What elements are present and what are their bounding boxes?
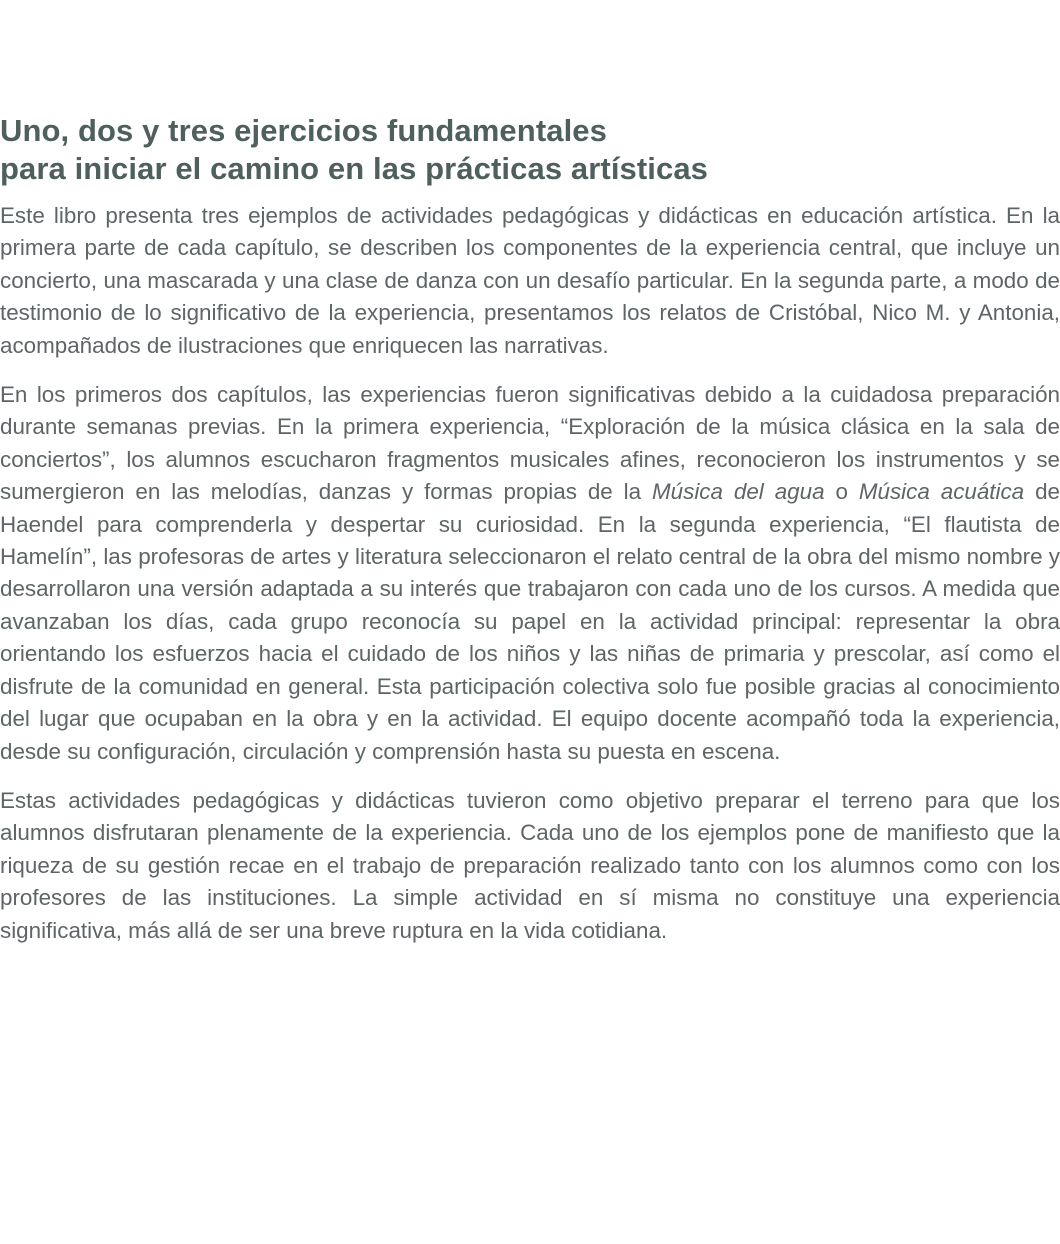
document-title bbox=[0, 112, 1060, 188]
paragraph-3: Estas actividades pedagógicas y didácticas tuvieron como objetivo preparar el terreno para que los alumnos disfrutaran plenamente de la experiencia. Cada uno de los ejemplos pone de manifiesto que la riqueza de su gestión recae en el trabajo de preparación realizado tanto con los alumnos como con los profesores de las instituciones. La simple actividad en sí misma no constituye una experiencia significativa, más allá de ser una breve ruptura en la vida cotidiana. bbox=[0, 787, 1060, 943]
paragraph-2-text-c: de Haendel para comprenderla y despertar su curiosidad. En la segunda experiencia, “El flautista de Hamelín”, las profesoras de artes y literatura seleccionaron el relato central de la obra del mismo nombre y desarrollaron una versión adaptada a su interés que trabajaron con cada uno de los cursos. A medida que avanzaban los días, cada grupo reconocía su papel en la actividad principal: representar la obra orientando los esfuerzos hacia el cuidado de los niños y las niñas de primaria y prescolar, así como el disfrute de la comunidad en general. Esta participación colectiva solo fue posible gracias al conocimiento del lugar que ocupaban en la obra y en la actividad. El equipo docente acompañó toda la experiencia, desde su configuración, circulación y comprensión hasta su puesta en escena. bbox=[0, 479, 1060, 764]
title-line-2: para iniciar el camino en las prácticas artísticas bbox=[0, 151, 709, 186]
paragraph-1: Este libro presenta tres ejemplos de actividades pedagógicas y didácticas en educación artística. En la primera parte de cada capítulo, se describen los componentes de la experiencia central, que incluye un concierto, una mascarada y una clase de danza con un desafío particular. En la segunda parte, a modo de testimonio de lo significativo de la experiencia, presentamos los relatos de Cristóbal, Nico M. y Antonia, acompañados de ilustraciones que enriquecen las narrativas. bbox=[0, 203, 1060, 358]
paragraph-2-text-b: o bbox=[824, 479, 859, 505]
document-page bbox=[0, 112, 1060, 964]
paragraph-2-text-a: En los primeros dos capítulos, las experiencias fueron significativas debido a la cuidadosa preparación durante semanas previas. En la primera experiencia, “Exploración de la música clásica en la sala de conciertos”, los alumnos escucharon fragmentos musicales afines, reconocieron los instrumentos y se sumergieron en las melodías, danzas y formas propias de la bbox=[0, 382, 1060, 505]
paragraph-2-italic-title-2: Música acuática bbox=[858, 479, 1025, 505]
paragraph-2-italic-title-1: Música del agua bbox=[652, 479, 825, 505]
paragraph-2 bbox=[0, 379, 1060, 768]
title-line-1: Uno, dos y tres ejercicios fundamentales bbox=[0, 113, 607, 148]
